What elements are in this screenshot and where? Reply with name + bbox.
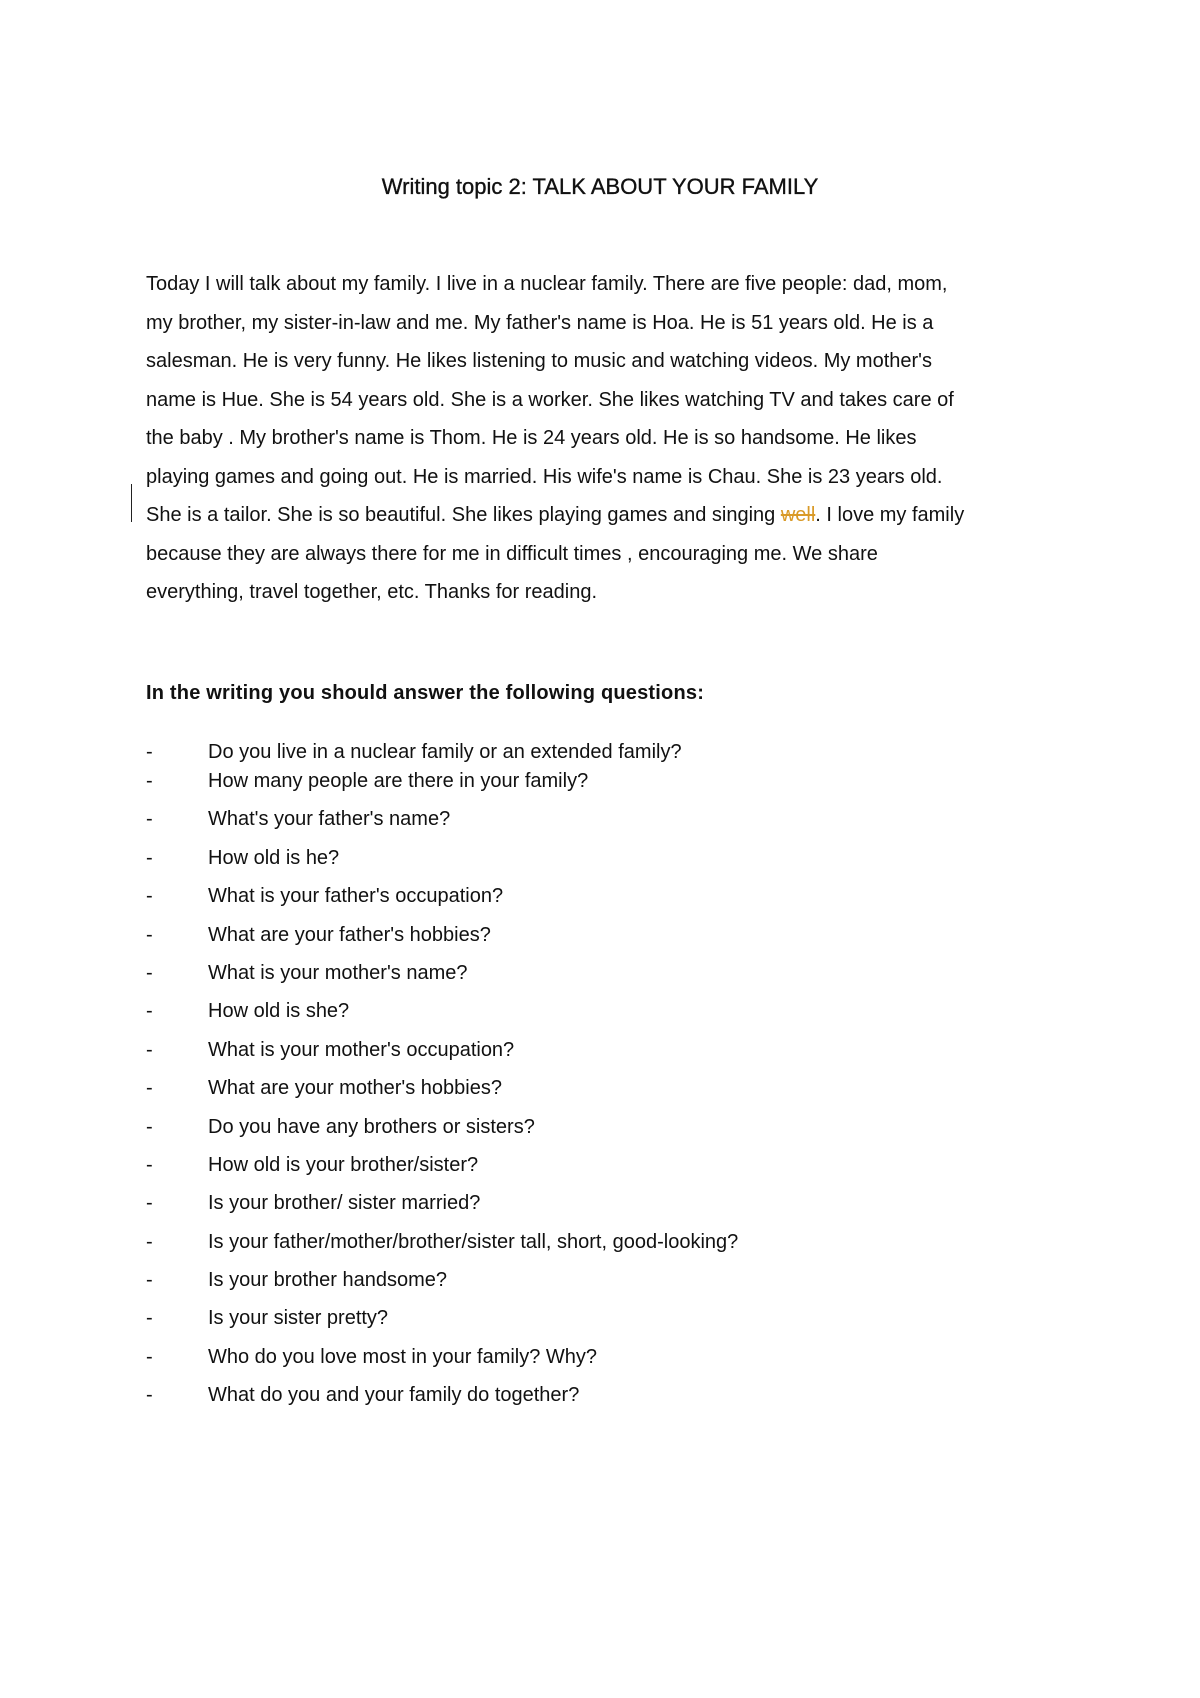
bullet-dash: - <box>146 923 153 946</box>
bullet-dash: - <box>146 1384 153 1407</box>
paragraph-line: playing games and going out. He is married. His wife's name is Chau. She is 23 years old. <box>146 465 943 488</box>
question-text: What is your father's occupation? <box>208 885 504 908</box>
bullet-dash: - <box>146 1115 153 1138</box>
paragraph-line: Today I will talk about my family. I live in a nuclear family. There are five people: dad, mom, <box>146 273 948 295</box>
bullet-dash: - <box>146 885 153 908</box>
struck-word: well <box>780 504 816 526</box>
question-text: What are your father's hobbies? <box>208 923 491 946</box>
paragraph-line: name is Hue. She is 54 years old. She is a worker. She likes watching TV and takes care of <box>146 388 954 411</box>
question-text: Do you have any brothers or sisters? <box>208 1115 535 1138</box>
bullet-dash: - <box>146 1307 153 1330</box>
paragraph-line: the baby . My brother's name is Thom. He is 24 years old. He is so handsome. He likes <box>146 427 917 449</box>
questions-heading: In the writing you should answer the following questions: <box>146 682 705 704</box>
paragraph-line: because they are always there for me in difficult times , encouraging me. We share <box>146 542 878 565</box>
question-text: Who do you love most in your family? Why? <box>208 1345 598 1368</box>
text-cursor <box>131 484 132 522</box>
bullet-dash: - <box>146 770 153 792</box>
question-text: What is your mother's occupation? <box>208 1038 515 1061</box>
bullet-dash: - <box>146 1269 153 1292</box>
paragraph-line: everything, travel together, etc. Thanks for reading. <box>146 581 597 603</box>
question-text: Is your brother/ sister married? <box>208 1192 481 1215</box>
question-text: How old is she? <box>208 1000 350 1023</box>
bullet-dash: - <box>146 1230 153 1253</box>
essay-paragraph <box>146 265 1066 612</box>
question-text: What are your mother's hobbies? <box>208 1077 502 1100</box>
question-text: What is your mother's name? <box>208 961 468 984</box>
bullet-dash: - <box>146 1345 153 1368</box>
document-title: Writing topic 2: TALK ABOUT YOUR FAMILY <box>381 174 819 199</box>
question-text: What do you and your family do together? <box>208 1384 580 1407</box>
question-text: What's your father's name? <box>208 808 451 831</box>
question-text: How old is he? <box>208 846 340 869</box>
bullet-dash: - <box>146 808 153 831</box>
question-text: Do you live in a nuclear family or an extended family? <box>208 741 682 763</box>
bullet-dash: - <box>146 1077 153 1100</box>
question-text: Is your brother handsome? <box>208 1269 448 1292</box>
bullet-dash: - <box>146 1153 153 1176</box>
bullet-dash: - <box>146 1038 153 1061</box>
paragraph-text: . I love my family <box>815 504 965 526</box>
question-text: How old is your brother/sister? <box>208 1153 479 1176</box>
paragraph-line-with-strikethrough <box>146 496 1066 535</box>
bullet-dash: - <box>146 846 153 869</box>
bullet-dash: - <box>146 741 153 763</box>
paragraph-line: salesman. He is very funny. He likes listening to music and watching videos. My mother's <box>146 350 932 372</box>
bullet-dash: - <box>146 961 153 984</box>
paragraph-text: She is a tailor. She is so beautiful. She likes playing games and singing <box>146 504 781 526</box>
question-text: Is your father/mother/brother/sister tall, short, good-looking? <box>208 1230 739 1253</box>
bullet-dash: - <box>146 1000 153 1023</box>
paragraph-line: my brother, my sister-in-law and me. My father's name is Hoa. He is 51 years old. He is a <box>146 311 934 334</box>
question-text: Is your sister pretty? <box>208 1307 389 1330</box>
bullet-dash: - <box>146 1192 153 1215</box>
question-text: How many people are there in your family? <box>208 770 589 792</box>
